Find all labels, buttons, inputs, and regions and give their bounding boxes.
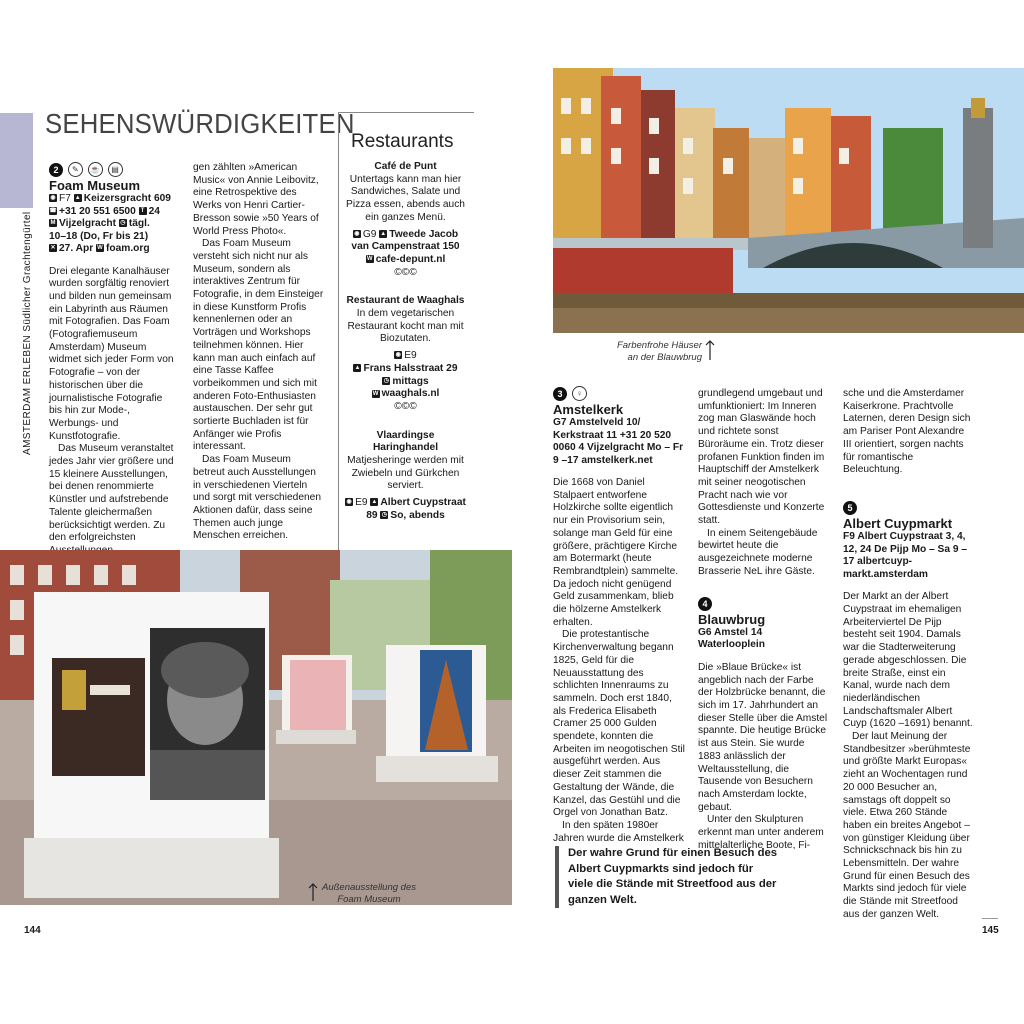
web-icon: W xyxy=(97,245,103,252)
address-icon: ▲ xyxy=(354,365,361,372)
restaurant-item: Vlaardingse Haringhandel Matjesheringe werden mit Zwiebeln und Gürkchen serviert. ◉ E9 ▲ Albert Cuypstraat 89 ◷ So, abends xyxy=(346,429,466,521)
restaurants-sidebar xyxy=(338,112,474,608)
address-icon: ▲ xyxy=(380,230,387,237)
entry-info: ◉ F7 ▲ Keizersgracht 609 ☎ +31 20 551 6500 T 24 M Vijzelgracht ◷ tägl. 10–18 (Do, Fr bis 21) ✕ 27. Apr W foam.org xyxy=(49,193,171,254)
clock-icon: ◷ xyxy=(383,377,389,384)
paragraph: gen zählten »American Music« von Annie Leibovitz, eine Retrospektive des Werks von Henri Cartier-Bresson sowie »50 Years of World Press Photo«. xyxy=(193,162,319,237)
section-color-tab xyxy=(0,113,33,208)
metro-icon: M xyxy=(50,220,56,227)
blauwbrug-photo xyxy=(553,68,1024,333)
restaurant-desc: Matjesheringe werden mit Zwiebeln und Gürkchen serviert. xyxy=(347,455,464,492)
address-icon: ▲ xyxy=(371,499,378,506)
shop-icon: ▤ xyxy=(108,162,123,177)
map-pin-icon: ◉ xyxy=(395,352,401,359)
restaurant-name: Café de Punt xyxy=(374,161,437,172)
foam-exhibition-photo xyxy=(0,550,512,905)
clock-icon: ◷ xyxy=(381,512,388,519)
address-icon: ▲ xyxy=(74,195,81,202)
entry-number-badge: 3 xyxy=(553,387,567,401)
entry-title: Foam Museum xyxy=(49,178,141,193)
church-icon: ♀ xyxy=(572,386,587,401)
restaurant-desc: Untertags kann man hier Sandwiches, Salate und Pizza essen, abends auch ein ganzes Menü. xyxy=(346,173,465,223)
page-number-right: 145 xyxy=(982,925,999,936)
restaurant-name: Restaurant de Waaghals xyxy=(346,295,465,307)
section-side-label: AMSTERDAM ERLEBEN Südlicher Grachtengürtel xyxy=(22,211,33,455)
paragraph: In den späten 1980er Jahren wurde die Amstelkerk xyxy=(553,819,684,844)
paragraph: In einem Seitengebäude bewirtet heute die ausgezeichnete moderne Brasserie NeL ihre Gäste. xyxy=(698,527,818,577)
amstelkerk-entry xyxy=(553,386,686,845)
entry-info: G7 Amstelveld 10/ Kerkstraat 11 +31 20 520 0060 4 Vijzelgracht Mo – Fr 9 –17 amstelkerk.net xyxy=(553,417,684,466)
restaurants-heading: Restaurants xyxy=(351,131,454,152)
paragraph: Unter den Skulpturen erkennt man unter anderem mittelalterliche Boote, Fi- xyxy=(698,814,824,851)
page-number-left: 144 xyxy=(24,925,41,936)
restaurant-item: Café de Punt Untertags kann man hier Sandwiches, Salate und Pizza essen, abends auch ein ganzes Menü. ◉ G9 ▲ Tweede Jacob van Campenstraat 150 W cafe-depunt.nl ©©© xyxy=(346,161,465,278)
paragraph: Das Foam Museum versteht sich nicht nur als Museum, sondern als interaktives Zentrum für Fotografie, in dem Einsteiger in diese Kunstform Profis kennenlernen oder an Vorträgen und Workshops teilnehmen können. Hier kann man auch einfach auf eine Tasse Kaffee vorbeikommen und sich mit anderen Foto-Enthusiasten austauschen. Der sehr gut sortierte Buchladen ist für Anfänger wie Profis interessant. xyxy=(193,238,324,453)
museum-icon: ✎ xyxy=(68,162,83,177)
paragraph: Drei elegante Kanalhäuser wurden sorgfältig renoviert und bilden nun gemeinsam ein Labyrinth aus Räumen mit Fotografien. Das Foam (Fotografiemuseum Amsterdam) Museum widmet sich jeder Form von Fotografie – von der historischen über die journalistische Fotografie bis hin zur Mode-, Werbungs- und Kunstfotografie. xyxy=(49,265,174,442)
entry-number-badge: 4 xyxy=(698,597,712,611)
pull-quote: Der wahre Grund für einen Besuch des Albert Cuypmarkts sind jedoch für viele die Stände mit Streetfood aus der ganzen Welt. xyxy=(555,846,778,908)
phone-icon: ☎ xyxy=(49,207,57,214)
closed-icon: ✕ xyxy=(50,245,56,252)
paragraph: grundlegend umgebaut und umfunktioniert: Im Inneren zog man Glaswände hoch und richtete sonst Büroräume ein. Trotz dieser profanen Funktion finden im Hauptschiff der Amstelkerk mit seiner neogotischen Pracht nach wie vor Gottesdienste und Konzerte statt. xyxy=(698,388,825,527)
price-level: ©©© xyxy=(394,266,417,278)
map-pin-icon: ◉ xyxy=(354,230,360,237)
paragraph: Das Foam Museum betreut auch Ausstellungen in verschiedenen Vierteln und sorgt mit verschiedenen Aktionen dafür, dass seine Themen auch junge Menschen erreichen. xyxy=(193,454,321,542)
page-number-rule xyxy=(982,918,998,919)
entry-title: Albert Cuypmarkt xyxy=(843,516,953,532)
photo-caption: Außenausstellung des Foam Museum xyxy=(321,882,416,905)
clock-icon: ◷ xyxy=(120,220,126,227)
paragraph: Der Markt an der Albert Cuypstraat im ehemaligen Arbeiterviertel De Pijp besteht seit 1904. Damals war die Stadterweiterung gerade abgeschlossen. Die breite Straße, einst ein Kanal, wurde nach dem niederländischen Landschaftsmaler Albert Cuyp (1620 –1691) benannt. xyxy=(843,591,973,730)
web-icon: W xyxy=(372,390,379,397)
entry-number-badge: 5 xyxy=(843,501,857,515)
photo-caption: Farbenfrohe Häuser an der Blauwbrug xyxy=(616,340,702,363)
entry-title: Amstelkerk xyxy=(553,402,624,417)
restaurant-item: Restaurant de Waaghals In dem vegetarischen Restaurant kocht man mit Biozutaten. ◉ E9 ▲ Frans Halsstraat 29 ◷ mittags W waaghals.nl ©©© xyxy=(346,295,465,412)
paragraph: sche und die Amsterdamer Kaiserkrone. Prachtvolle Laternen, deren Design sich am Pariser Pont Alexandre III orientiert, sorgen nachts für romantische Beleuchtung. xyxy=(843,388,971,476)
amstelkerk-entry-continued xyxy=(698,388,829,852)
entry-title: Blauwbrug xyxy=(698,611,766,627)
arrow-up-icon xyxy=(308,882,318,907)
cuypmarkt-column xyxy=(843,388,975,922)
arrow-up-icon xyxy=(705,339,715,366)
tram-icon: T xyxy=(139,207,147,215)
web-icon: W xyxy=(366,256,373,263)
entry-number-badge: 2 xyxy=(49,163,63,177)
entry-info: G6 Amstel 14 Waterlooplein xyxy=(698,626,765,651)
price-level: ©©© xyxy=(394,400,417,412)
paragraph: Das Museum veranstaltet jedes Jahr vier größere und 15 kleinere Ausstellungen, bei denen renommierte Künstler und aufstrebende Talente gleichermaßen berücksichtigt werden. Zu den erfolgreichsten xyxy=(49,443,174,544)
foam-entry xyxy=(49,162,177,558)
paragraph: Die protestantische Kirchenverwaltung begann 1825, Geld für die Neuausstattung des schlichten Innenraums zu sammeln. Doch erst 1840, als Frederica Elisabeth Cramer 25 000 Gulden spendete, konnten die Arbeiten im neogotischen Stil ausgeführt werden. Aus dieser Zeit stammen die Gestaltung der Wände, die Kanzel, das Gestühl und die Orgel von Jonathan Batz. xyxy=(553,629,685,819)
restaurant-name: Vlaardingse Haringhandel xyxy=(372,429,439,454)
restaurant-desc: In dem vegetarischen Restaurant kocht man mit Biozutaten. xyxy=(347,308,464,345)
paragraph: Die »Blaue Brücke« ist angeblich nach der Farbe der Holzbrücke benannt, die sich im 17. Jahrhundert an dieser Stelle über die Amstel spannte. Die heutige Brücke ist aus Stein. Sie wurde 1883 anlässlich der Weltausstellung, die Tausende von Besuchern nach Amsterdam lockte, gebaut. xyxy=(698,661,828,813)
map-pin-icon: ◉ xyxy=(50,195,56,202)
foam-entry-continued xyxy=(193,162,325,543)
paragraph: Der laut Meinung der Standbesitzer »berühmteste und größte Markt Europas« zieht an Wochentagen rund 20 000 Besucher an, samstags oft doppelt so viele. Etwa 260 Stände haben ein breites Angebot – von günstiger Kleidung über Schnickschnack bis hin zu Lebensmitteln. Der wahre Grund für einen Besuch des Markts sind jedoch für viele die Stände mit Streetfood aus der ganzen Welt. xyxy=(843,731,971,920)
paragraph: Die 1668 von Daniel Stalpaert entworfene Holzkirche sollte eigentlich nur ein Provisorium sein, solange man Geld für eine größere, prächtigere Kirche am Botermarkt (heute Rembrandtplein) sammelte. Da jedoch nicht genügend Geld zusammenkam, blieb die hölzerne Amstelkerk erhalten. xyxy=(553,477,679,628)
map-pin-icon: ◉ xyxy=(346,499,352,506)
blauwbrug-entry xyxy=(698,597,829,853)
entry-info: F9 Albert Cuypstraat 3, 4, 12, 24 De Pijp Mo – Sa 9 –17 albertcuyp-markt.amsterdam xyxy=(843,531,968,580)
cafe-icon: ☕ xyxy=(88,162,103,177)
page-title: SEHENSWÜRDIGKEITEN xyxy=(45,108,355,139)
